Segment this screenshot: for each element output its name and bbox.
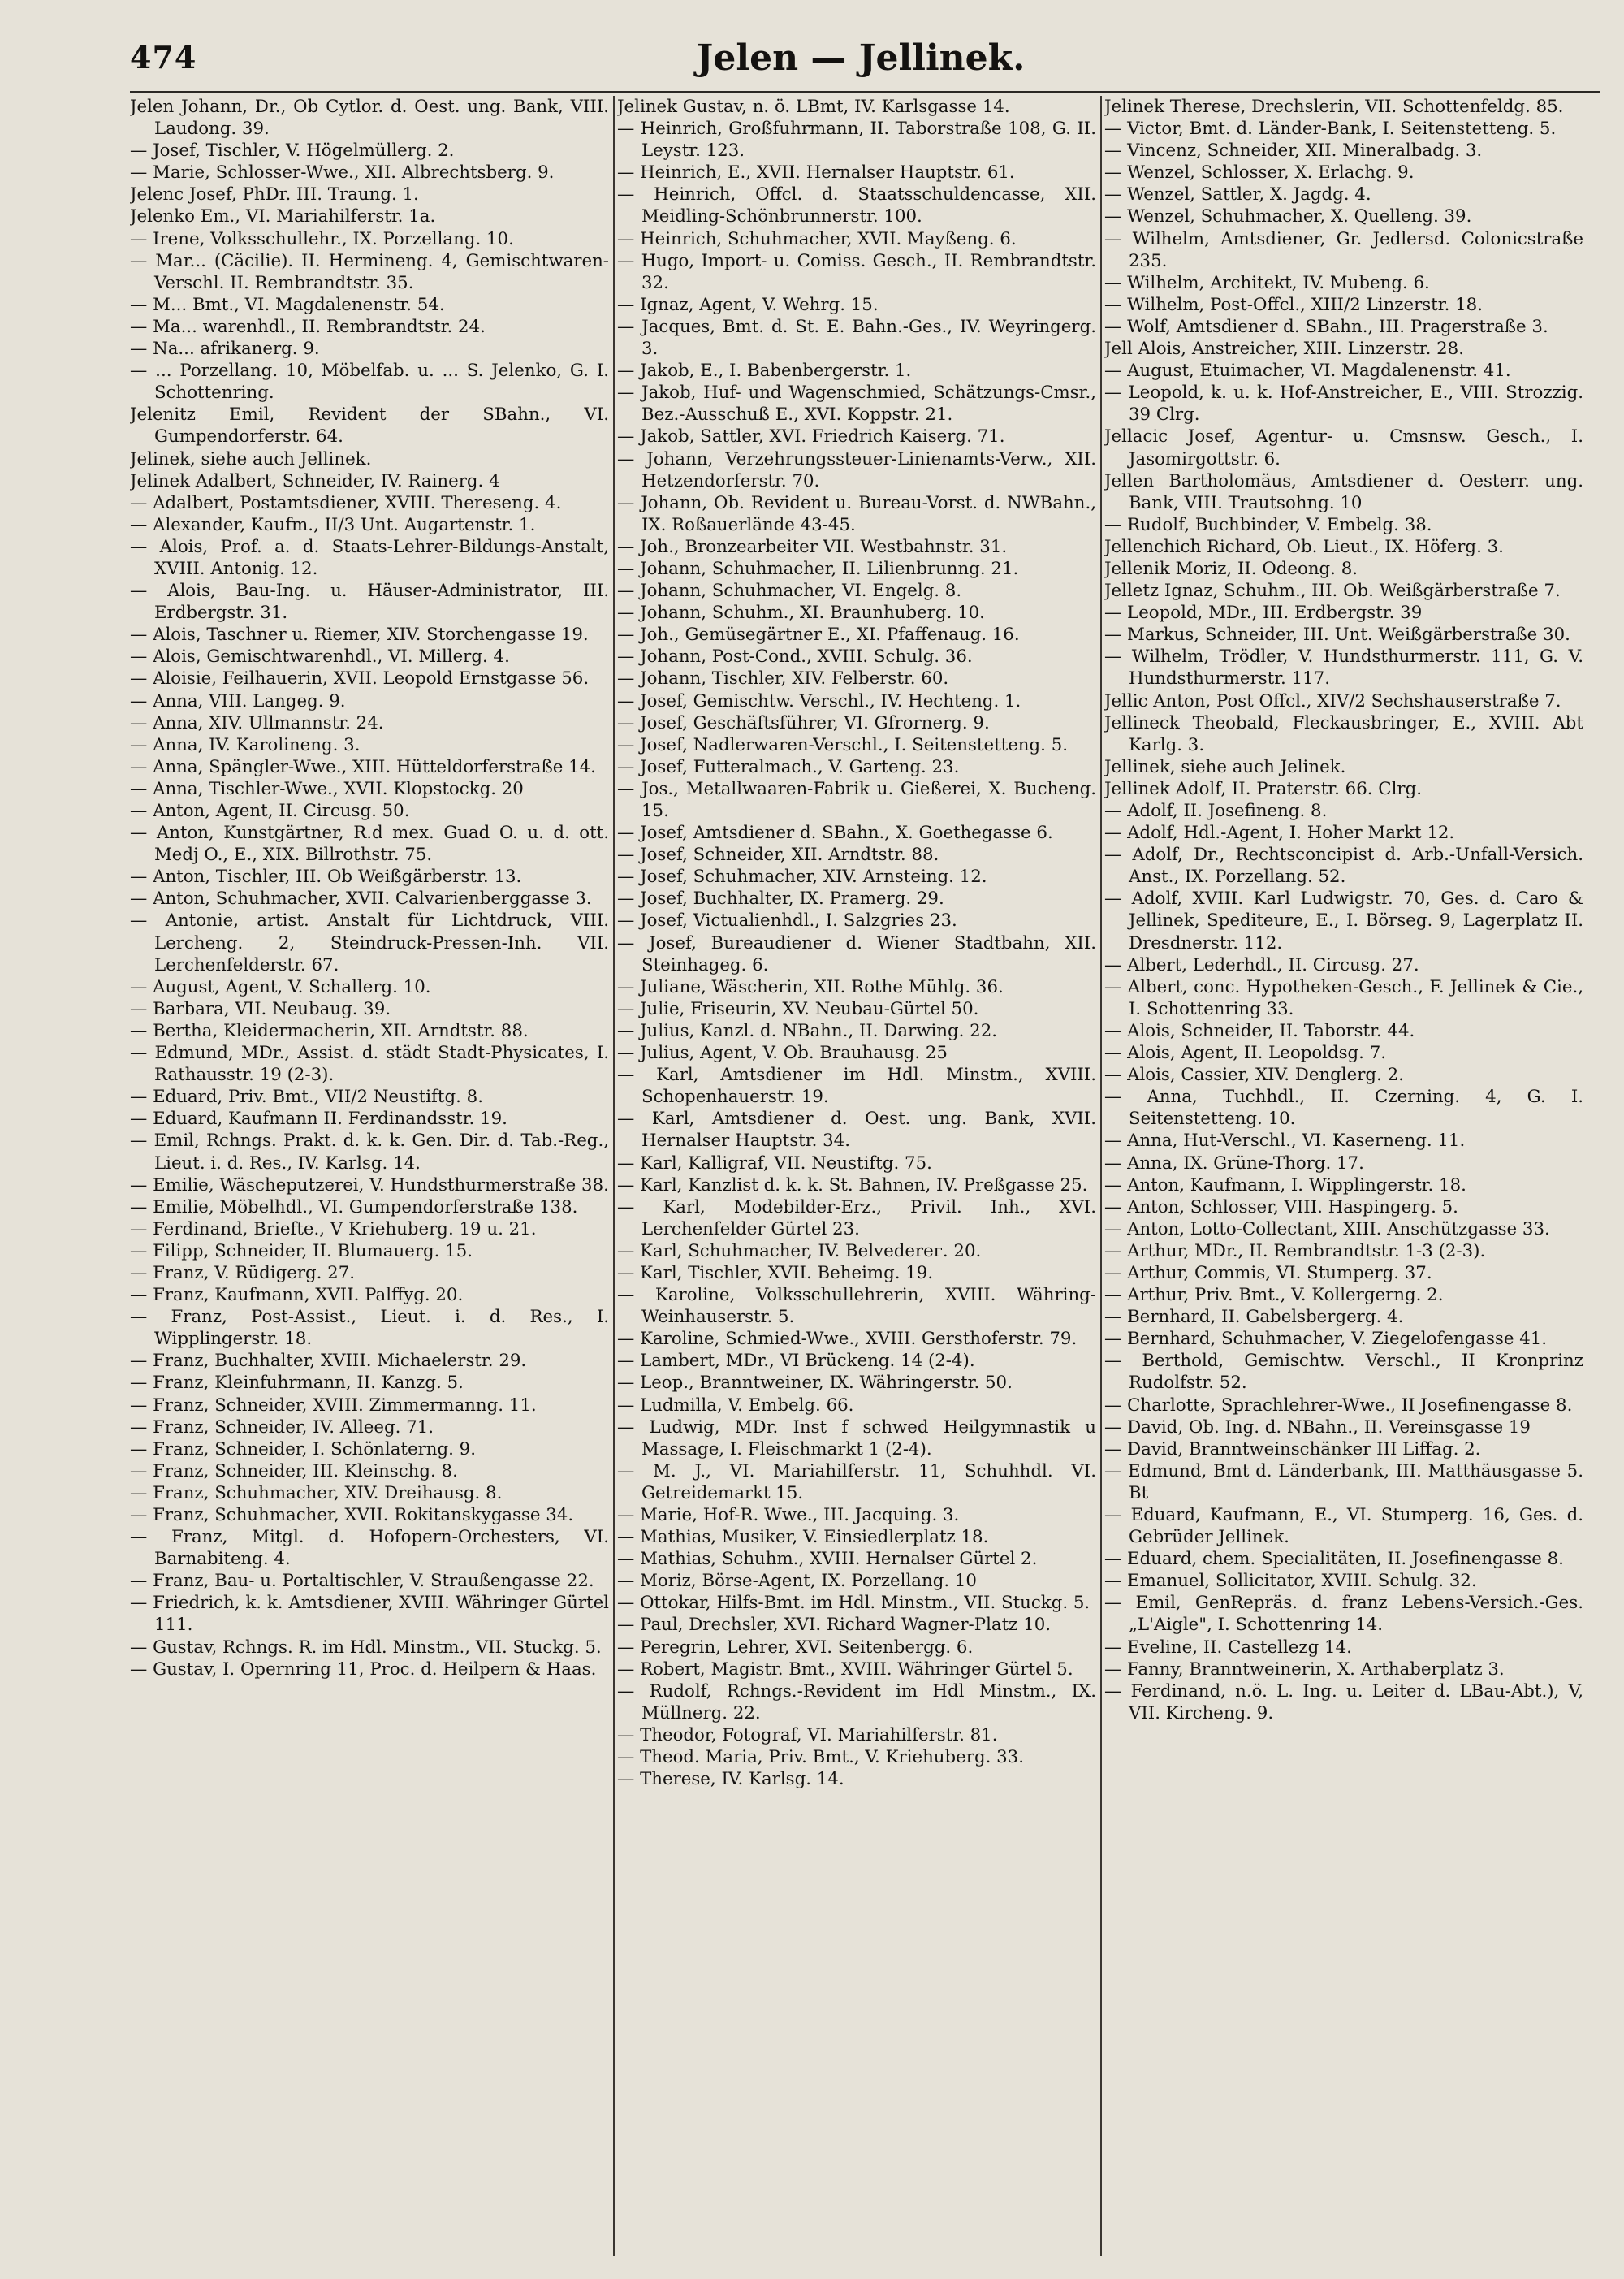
directory-entry: Jelletz Ignaz, Schuhm., III. Ob. Weißgärberstraße 7.: [1104, 581, 1561, 602]
directory-entry: Jelenko Em., VI. Mariahilferstr. 1a.: [130, 206, 436, 227]
directory-entry: — Ignaz, Agent, V. Wehrg. 15.: [617, 294, 879, 315]
directory-entry: — Alois, Prof. a. d. Staats-Lehrer-Bildungs-Anstalt, XVIII. Antonig. 12.: [130, 536, 609, 579]
directory-entry: — Anton, Schlosser, VIII. Haspingerg. 5.: [1104, 1196, 1458, 1217]
directory-entry: — Rudolf, Rchngs.-Revident im Hdl Minstm., IX. Müllnerg. 22.: [617, 1680, 1096, 1723]
directory-entry: — Karoline, Schmied-Wwe., XVIII. Gersthoferstr. 79.: [617, 1329, 1078, 1350]
directory-entry: — Peregrin, Lehrer, XVI. Seitenbergg. 6.: [617, 1637, 974, 1658]
directory-entry: — Eduard, Kaufmann II. Ferdinandsstr. 19.: [130, 1109, 508, 1130]
directory-entry: — Filipp, Schneider, II. Blumauerg. 15.: [130, 1240, 473, 1261]
directory-entry: — Bertha, Kleidermacherin, XII. Arndtstr. 88.: [130, 1020, 529, 1041]
directory-entry: — Karl, Modebilder-Erz., Privil. Inh., XVI. Lerchenfelder Gürtel 23.: [617, 1196, 1096, 1239]
directory-entry: Jelinek Therese, Drechslerin, VII. Schottenfeldg. 85.: [1104, 97, 1564, 117]
directory-entry: — Franz, Schuhmacher, XIV. Dreihausg. 8.: [130, 1482, 503, 1503]
directory-entry: — Wenzel, Sattler, X. Jagdg. 4.: [1104, 184, 1371, 205]
directory-entry: — Josef, Buchhalter, IX. Pramerg. 29.: [617, 889, 944, 910]
directory-entry: — Charlotte, Sprachlehrer-Wwe., II Josefinengasse 8.: [1104, 1395, 1573, 1416]
directory-entry: — Julius, Agent, V. Ob. Brauhausg. 25: [617, 1043, 948, 1064]
directory-entry: — Aloisie, Feilhauerin, XVII. Leopold Ernstgasse 56.: [130, 668, 590, 690]
directory-entry: — ... Porzellang. 10, Möbelfab. u. ... S. Jelenko, G. I. Schottenring.: [130, 361, 609, 404]
directory-entry: — Anna, IV. Karolineng. 3.: [130, 734, 361, 755]
directory-entry: — Robert, Magistr. Bmt., XVIII. Währinger Gürtel 5.: [617, 1658, 1073, 1680]
directory-entry: — Karl, Kanzlist d. k. k. St. Bahnen, IV. Preßgasse 25.: [617, 1174, 1088, 1196]
directory-entry: — Josef, Schuhmacher, XIV. Arnsteing. 12.: [617, 867, 987, 888]
directory-entry: — Anna, Tuchhdl., II. Czerning. 4, G. I. Seitenstetteng. 10.: [1104, 1087, 1583, 1130]
directory-entry: — Franz, Mitgl. d. Hofopern-Orchesters, VI. Barnabiteng. 4.: [130, 1527, 609, 1570]
column-divider: [613, 96, 615, 2256]
directory-entry: — Leop., Branntweiner, IX. Währingerstr. 50.: [617, 1373, 1013, 1394]
directory-entry: — Arthur, Priv. Bmt., V. Kollergerng. 2.: [1104, 1285, 1444, 1306]
directory-entry: Jellic Anton, Post Offcl., XIV/2 Sechshauserstraße 7.: [1104, 690, 1561, 711]
page-number: 474: [130, 39, 197, 76]
directory-entry: — Eduard, Kaufmann, E., VI. Stumperg. 16, Ges. d. Gebrüder Jellinek.: [1104, 1505, 1583, 1548]
directory-entry: — Ottokar, Hilfs-Bmt. im Hdl. Minstm., VII. Stuckg. 5.: [617, 1593, 1091, 1614]
directory-entry: — David, Ob. Ing. d. NBahn., II. Vereinsgasse 19: [1104, 1416, 1531, 1438]
directory-entry: — Ferdinand, n.ö. L. Ing. u. Leiter d. LBau-Abt.), V, VII. Kircheng. 9.: [1104, 1680, 1583, 1723]
directory-entry: — Eduard, Priv. Bmt., VII/2 Neustiftg. 8.: [130, 1087, 483, 1108]
directory-entry: — Anton, Tischler, III. Ob Weißgärberstr. 13.: [130, 867, 522, 888]
header-rule: [130, 91, 1600, 93]
directory-columns: [130, 96, 1600, 2264]
directory-entry: — Franz, V. Rüdigerg. 27.: [130, 1262, 356, 1283]
directory-entry: — Gustav, I. Opernring 11, Proc. d. Heilpern & Haas.: [130, 1658, 597, 1680]
directory-entry: — Josef, Amtsdiener d. SBahn., X. Goethegasse 6.: [617, 823, 1053, 844]
directory-entry: — Eduard, chem. Specialitäten, II. Josefinengasse 8.: [1104, 1549, 1564, 1570]
directory-entry: — Therese, IV. Karlsg. 14.: [617, 1769, 844, 1790]
directory-entry: — Leopold, k. u. k. Hof-Anstreicher, E., VIII. Strozzig. 39 Clrg.: [1104, 383, 1583, 426]
directory-entry: — Bernhard, Schuhmacher, V. Ziegelofengasse 41.: [1104, 1329, 1548, 1350]
running-title: Jelen — Jellinek.: [696, 37, 1026, 79]
directory-entry: Jellineck Theobald, Fleckausbringer, E., XVIII. Abt Karlg. 3.: [1104, 712, 1583, 755]
directory-entry: — Adolf, Hdl.-Agent, I. Hoher Markt 12.: [1104, 823, 1455, 844]
directory-entry: — Alois, Taschner u. Riemer, XIV. Storchengasse 19.: [130, 625, 589, 646]
directory-entry: — Alois, Bau-Ing. u. Häuser-Administrator, III. Erdbergstr. 31.: [130, 581, 609, 624]
directory-entry: — Eveline, II. Castellezg 14.: [1104, 1637, 1352, 1658]
directory-entry: — Paul, Drechsler, XVI. Richard Wagner-Platz 10.: [617, 1615, 1052, 1636]
directory-entry: — Franz, Kleinfuhrmann, II. Kanzg. 5.: [130, 1373, 464, 1394]
directory-entry: — Alois, Gemischtwarenhdl., VI. Millerg. 4.: [130, 647, 510, 668]
directory-entry: — Franz, Schneider, XVIII. Zimmermanng. 11.: [130, 1395, 537, 1416]
page-header: [130, 32, 1592, 97]
directory-entry: — Anton, Kunstgärtner, R.d mex. Guad O. u. d. ott. Medj O., E., XIX. Billrothstr. 75.: [130, 823, 609, 866]
directory-entry: — Franz, Bau- u. Portaltischler, V. Straußengasse 22.: [130, 1571, 594, 1592]
directory-entry: — Joh., Gemüsegärtner E., XI. Pfaffenaug. 16.: [617, 625, 1020, 646]
directory-entry: — Anton, Schuhmacher, XVII. Calvarienberggasse 3.: [130, 889, 592, 910]
directory-entry: — Joh., Bronzearbeiter VII. Westbahnstr. 31.: [617, 536, 1008, 557]
directory-entry: — Franz, Post-Assist., Lieut. i. d. Res., I. Wipplingerstr. 18.: [130, 1307, 609, 1350]
directory-entry: — Hugo, Import- u. Comiss. Gesch., II. Rembrandtstr. 32.: [617, 250, 1096, 293]
directory-entry: — Heinrich, Schuhmacher, XVII. Mayßeng. 6.: [617, 228, 1017, 249]
directory-entry: Jellinek Adolf, II. Praterstr. 66. Clrg.: [1104, 778, 1422, 799]
directory-entry: — Barbara, VII. Neubaug. 39.: [130, 998, 391, 1019]
directory-entry: — Fanny, Branntweinerin, X. Arthaberplatz 3.: [1104, 1658, 1505, 1680]
directory-entry: — Anton, Kaufmann, I. Wipplingerstr. 18.: [1104, 1174, 1466, 1196]
directory-entry: — Franz, Schneider, IV. Alleeg. 71.: [130, 1416, 434, 1438]
directory-entry: Jelinek Adalbert, Schneider, IV. Rainerg. 4: [130, 470, 500, 491]
directory-entry: — Josef, Victualienhdl., I. Salzgries 23.: [617, 910, 957, 932]
directory-entry: — Josef, Geschäftsführer, VI. Gfrornerg. 9.: [617, 712, 990, 733]
directory-entry: — Emanuel, Sollicitator, XVIII. Schulg. 32.: [1104, 1571, 1477, 1592]
column-3: [1104, 96, 1583, 2264]
directory-entry: — Marie, Schlosser-Wwe., XII. Albrechtsberg. 9.: [130, 162, 555, 184]
directory-entry: — Emilie, Wäscheputzerei, V. Hundsthurmerstraße 38.: [130, 1174, 609, 1196]
directory-entry: — Rudolf, Buchbinder, V. Embelg. 38.: [1104, 514, 1432, 535]
directory-entry: — Wolf, Amtsdiener d. SBahn., III. Pragerstraße 3.: [1104, 316, 1548, 337]
directory-entry: — Arthur, Commis, VI. Stumperg. 37.: [1104, 1262, 1432, 1283]
directory-entry: — Wenzel, Schuhmacher, X. Quelleng. 39.: [1104, 206, 1472, 227]
directory-entry: — Anton, Agent, II. Circusg. 50.: [130, 801, 410, 821]
directory-entry: — Adolf, II. Josefineng. 8.: [1104, 801, 1328, 821]
directory-entry: — Franz, Kaufmann, XVII. Palffyg. 20.: [130, 1285, 464, 1306]
directory-entry: Jelenc Josef, PhDr. III. Traung. 1.: [130, 184, 419, 205]
directory-entry: — Johann, Schuhmacher, VI. Engelg. 8.: [617, 581, 962, 602]
directory-entry: — Adolf, Dr., Rechtsconcipist d. Arb.-Unfall-Versich. Anst., IX. Porzellang. 52.: [1104, 845, 1583, 888]
directory-entry: — Emilie, Möbelhdl., VI. Gumpendorferstraße 138.: [130, 1196, 578, 1217]
directory-entry: Jell Alois, Anstreicher, XIII. Linzerstr. 28.: [1104, 339, 1464, 360]
directory-entry: — Josef, Futteralmach., V. Garteng. 23.: [617, 756, 960, 777]
directory-entry: — Anna, Tischler-Wwe., XVII. Klopstockg. 20: [130, 778, 524, 799]
directory-entry: — Vincenz, Schneider, XII. Mineralbadg. 3.: [1104, 141, 1483, 162]
directory-entry: — Jos., Metallwaaren-Fabrik u. Gießerei, X. Bucheng. 15.: [617, 778, 1096, 821]
directory-entry: — Josef, Schneider, XII. Arndtstr. 88.: [617, 845, 939, 866]
directory-entry: — Johann, Schuhmacher, II. Lilienbrunng. 21.: [617, 558, 1019, 579]
directory-entry: — Irene, Volksschullehr., IX. Porzellang. 10.: [130, 228, 514, 249]
directory-entry: — Franz, Buchhalter, XVIII. Michaelerstr. 29.: [130, 1351, 527, 1372]
directory-entry: — Anna, Hut-Verschl., VI. Kaserneng. 11.: [1104, 1131, 1466, 1152]
column-2: [617, 96, 1096, 2264]
directory-entry: — Anna, VIII. Langeg. 9.: [130, 690, 346, 711]
directory-entry: — Lambert, MDr., VI Brückeng. 14 (2-4).: [617, 1351, 975, 1372]
directory-entry: — Ludmilla, V. Embelg. 66.: [617, 1395, 854, 1416]
directory-entry: — David, Branntweinschänker III Liffag. 2.: [1104, 1438, 1481, 1460]
directory-entry: — Theodor, Fotograf, VI. Mariahilferstr. 81.: [617, 1724, 998, 1745]
directory-entry: — Johann, Schuhm., XI. Braunhuberg. 10.: [617, 603, 985, 624]
directory-entry: — Juliane, Wäscherin, XII. Rothe Mühlg. 36.: [617, 976, 1004, 997]
directory-entry: — Alois, Agent, II. Leopoldsg. 7.: [1104, 1043, 1387, 1064]
directory-entry: — Arthur, MDr., II. Rembrandtstr. 1-3 (2-3).: [1104, 1240, 1486, 1261]
directory-entry: — Leopold, MDr., III. Erdbergstr. 39: [1104, 603, 1423, 624]
directory-entry: — Markus, Schneider, III. Unt. Weißgärberstraße 30.: [1104, 625, 1570, 646]
directory-entry: — Franz, Schneider, III. Kleinschg. 8.: [130, 1460, 458, 1481]
directory-entry: — Heinrich, E., XVII. Hernalser Hauptstr. 61.: [617, 162, 1015, 184]
directory-entry: — Jakob, E., I. Babenbergerstr. 1.: [617, 361, 912, 382]
directory-entry: — Edmund, Bmt d. Länderbank, III. Matthäusgasse 5. Bt: [1104, 1460, 1583, 1503]
directory-entry: — Theod. Maria, Priv. Bmt., V. Kriehuberg. 33.: [617, 1747, 1024, 1768]
directory-entry: Jellinek, siehe auch Jelinek.: [1104, 756, 1346, 777]
directory-entry: — Josef, Bureaudiener d. Wiener Stadtbahn, XII. Steinhageg. 6.: [617, 932, 1096, 975]
directory-entry: — Josef, Nadlerwaren-Verschl., I. Seitenstetteng. 5.: [617, 734, 1069, 755]
directory-entry: — Karoline, Volksschullehrerin, XVIII. Währing-Weinhauserstr. 5.: [617, 1285, 1096, 1328]
directory-entry: — Emil, Rchngs. Prakt. d. k. k. Gen. Dir. d. Tab.-Reg., Lieut. i. d. Res., IV. Karlsg. 14.: [130, 1131, 609, 1174]
directory-entry: — Karl, Amtsdiener d. Oest. ung. Bank, XVII. Hernalser Hauptstr. 34.: [617, 1109, 1096, 1152]
directory-entry: — August, Agent, V. Schallerg. 10.: [130, 976, 431, 997]
directory-entry: — Wilhelm, Amtsdiener, Gr. Jedlersd. Colonicstraße 235.: [1104, 228, 1583, 271]
directory-entry: — Wenzel, Schlosser, X. Erlachg. 9.: [1104, 162, 1415, 184]
directory-entry: — Ludwig, MDr. Inst f schwed Heilgymnastik u Massage, I. Fleischmarkt 1 (2-4).: [617, 1416, 1096, 1460]
directory-entry: — Karl, Kalligraf, VII. Neustiftg. 75.: [617, 1152, 932, 1174]
directory-entry: — Anna, IX. Grüne-Thorg. 17.: [1104, 1152, 1364, 1174]
directory-entry: — Johann, Verzehrungssteuer-Linienamts-Verw., XII. Hetzendorferstr. 70.: [617, 448, 1096, 491]
directory-entry: — Johann, Tischler, XIV. Felberstr. 60.: [617, 668, 949, 690]
directory-entry: — Mathias, Schuhm., XVIII. Hernalser Gürtel 2.: [617, 1549, 1038, 1570]
directory-entry: — Heinrich, Großfuhrmann, II. Taborstraße 108, G. II. Leystr. 123.: [617, 119, 1096, 162]
directory-entry: — Karl, Amtsdiener im Hdl. Minstm., XVIII. Schopenhauerstr. 19.: [617, 1065, 1096, 1108]
directory-entry: — Julie, Friseurin, XV. Neubau-Gürtel 50.: [617, 998, 979, 1019]
directory-entry: — Moriz, Börse-Agent, IX. Porzellang. 10: [617, 1571, 977, 1592]
directory-entry: Jellacic Josef, Agentur- u. Cmsnsw. Gesch., I. Jasomirgottstr. 6.: [1104, 426, 1583, 469]
directory-entry: — Karl, Schuhmacher, IV. Belvederег. 20.: [617, 1240, 982, 1261]
directory-entry: — Anna, Spängler-Wwe., XIII. Hütteldorferstraße 14.: [130, 756, 596, 777]
directory-entry: — M. J., VI. Mariahilferstr. 11, Schuhhdl. VI. Getreidemarkt 15.: [617, 1460, 1096, 1503]
directory-entry: Jelenitz Emil, Revident der SBahn., VI. Gumpendorferstr. 64.: [130, 404, 609, 448]
directory-entry: — Emil, GenRepräs. d. franz Lebens-Versich.-Ges. „L'Aigle", I. Schottenring 14.: [1104, 1593, 1583, 1636]
directory-entry: — Albert, Lederhdl., II. Circusg. 27.: [1104, 954, 1419, 975]
directory-entry: — Jakob, Huf- und Wagenschmied, Schätzungs-Cmsr., Bez.-Ausschuß E., XVI. Koppstr. 21.: [617, 383, 1096, 426]
directory-entry: — Johann, Post-Cond., XVIII. Schulg. 36.: [617, 647, 973, 668]
directory-entry: — Julius, Kanzl. d. NBahn., II. Darwing. 22.: [617, 1020, 998, 1041]
directory-entry: — Friedrich, k. k. Amtsdiener, XVIII. Währinger Gürtel 111.: [130, 1593, 609, 1636]
directory-entry: — Jacques, Bmt. d. St. E. Bahn.-Ges., IV. Weyringerg. 3.: [617, 316, 1096, 360]
directory-entry: — Ma... warenhdl., II. Rembrandtstr. 24.: [130, 316, 486, 337]
directory-entry: — Albert, conc. Hypotheken-Gesch., F. Jellinek & Cie., I. Schottenring 33.: [1104, 976, 1583, 1019]
directory-entry: — Anna, XIV. Ullmannstr. 24.: [130, 712, 384, 733]
directory-entry: — Wilhelm, Post-Offcl., XIII/2 Linzerstr. 18.: [1104, 294, 1483, 315]
directory-entry: — Wilhelm, Trödler, V. Hundsthurmerstr. 111, G. V. Hundsthurmerstr. 117.: [1104, 647, 1583, 690]
directory-entry: — Adalbert, Postamtsdiener, XVIII. Thereseng. 4.: [130, 492, 562, 513]
column-divider: [1100, 96, 1102, 2256]
directory-entry: — Alois, Schneider, II. Taborstr. 44.: [1104, 1020, 1415, 1041]
directory-entry: — Edmund, MDr., Assist. d. städt Stadt-Physicates, I. Rathausstr. 19 (2-3).: [130, 1043, 609, 1086]
directory-entry: — Wilhelm, Architekt, IV. Mubeng. 6.: [1104, 272, 1430, 293]
directory-entry: Jelinek, siehe auch Jellinek.: [130, 448, 372, 469]
directory-entry: — Franz, Schneider, I. Schönlaterng. 9.: [130, 1438, 476, 1460]
directory-entry: — Antonie, artist. Anstalt für Lichtdruck, VIII. Lercheng. 2, Steindruck-Pressen-Inh. VII. Lerchenfelderstr. 67.: [130, 910, 609, 975]
directory-entry: Jellenik Moriz, II. Odeong. 8.: [1104, 558, 1358, 579]
directory-entry: Jellen Bartholomäus, Amtsdiener d. Oesterr. ung. Bank, VIII. Trautsohng. 10: [1104, 470, 1583, 513]
directory-entry: — Alexander, Kaufm., II/3 Unt. Augartenstr. 1.: [130, 514, 536, 535]
directory-entry: — Berthold, Gemischtw. Verschl., II Kronprinz Rudolfstr. 52.: [1104, 1351, 1583, 1394]
directory-entry: — Johann, Ob. Revident u. Bureau-Vorst. d. NWBahn., IX. Roßauerlände 43-45.: [617, 492, 1096, 535]
directory-entry: — Marie, Hof-R. Wwe., III. Jacquing. 3.: [617, 1505, 960, 1525]
directory-entry: — Mathias, Musiker, V. Einsiedlerplatz 18.: [617, 1527, 989, 1548]
directory-entry: — Adolf, XVIII. Karl Ludwigstr. 70, Ges. d. Caro & Jellinek, Spediteure, E., I. Börseg. 9, Lagerplatz II. Dresdnerstr. 112.: [1104, 889, 1583, 954]
directory-entry: — Josef, Gemischtw. Verschl., IV. Hechteng. 1.: [617, 690, 1021, 711]
directory-entry: — Jakob, Sattler, XVI. Friedrich Kaiserg. 71.: [617, 426, 1005, 448]
directory-entry: Jelen Johann, Dr., Ob Cytlor. d. Oest. ung. Bank, VIII. Laudong. 39.: [130, 97, 609, 140]
directory-entry: — Na... afrikanerg. 9.: [130, 339, 320, 360]
directory-entry: — August, Etuimacher, VI. Magdalenenstr. 41.: [1104, 361, 1511, 382]
directory-entry: — Mar... (Cäcilie). II. Hermineng. 4, Gemischtwaren-Verschl. II. Rembrandtstr. 35.: [130, 250, 609, 293]
column-1: [130, 96, 609, 2264]
directory-entry: Jellenchich Richard, Ob. Lieut., IX. Höferg. 3.: [1104, 536, 1504, 557]
directory-entry: — Alois, Cassier, XIV. Denglerg. 2.: [1104, 1065, 1404, 1086]
directory-entry: Jelinek Gustav, n. ö. LBmt, IV. Karlsgasse 14.: [617, 97, 1010, 117]
directory-entry: — Josef, Tischler, V. Högelmüllerg. 2.: [130, 141, 455, 162]
directory-entry: — Gustav, Rchngs. R. im Hdl. Minstm., VII. Stuckg. 5.: [130, 1637, 602, 1658]
directory-entry: — Franz, Schuhmacher, XVII. Rokitanskygasse 34.: [130, 1505, 574, 1525]
directory-entry: — Heinrich, Offcl. d. Staatsschuldencasse, XII. Meidling-Schönbrunnerstr. 100.: [617, 184, 1096, 227]
directory-entry: — Ferdinand, Briefte., V Kriehuberg. 19 u. 21.: [130, 1218, 537, 1239]
directory-entry: — Karl, Tischler, XVII. Beheimg. 19.: [617, 1262, 934, 1283]
directory-entry: — Victor, Bmt. d. Länder-Bank, I. Seitenstetteng. 5.: [1104, 119, 1557, 140]
directory-entry: — Bernhard, II. Gabelsbergerg. 4.: [1104, 1307, 1404, 1328]
directory-entry: — Anton, Lotto-Collectant, XIII. Anschützgasse 33.: [1104, 1218, 1550, 1239]
directory-entry: — M... Bmt., VI. Magdalenenstr. 54.: [130, 294, 445, 315]
